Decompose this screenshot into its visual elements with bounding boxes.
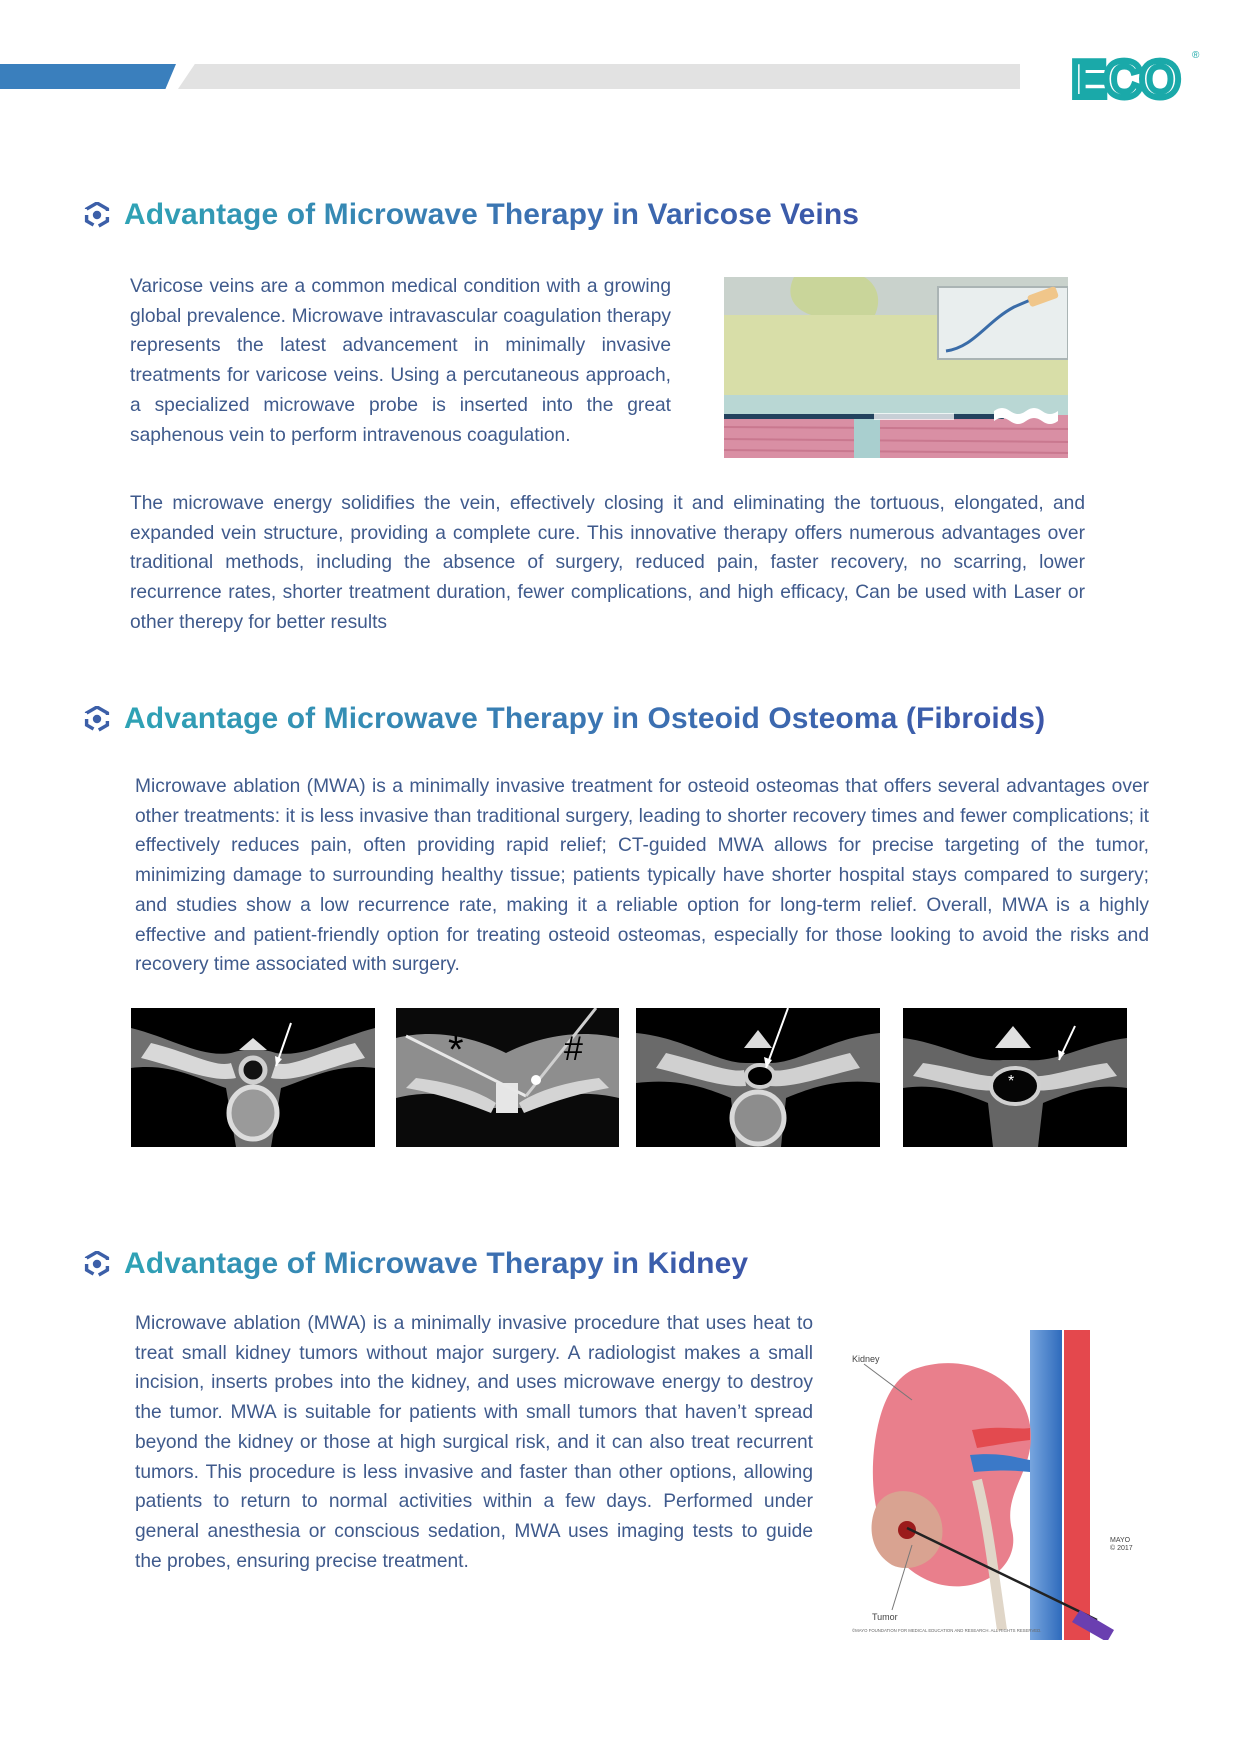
section-title: Advantage of Microwave Therapy in Varicose Veins xyxy=(124,198,860,231)
varicose-paragraph-2: The microwave energy solidifies the vein, effectively closing it and eliminating the tortuous, elongated, and expanded vein structure, providing a complete cure. This innovative therapy offers numerous advantages over traditional methods, including the absence of surgery, reduced pain, faster recovery, no scarring, lower recurrence rates, shorter treatment duration, fewer complications, and high efficacy, Can be used with Laser or other therepy for better results xyxy=(130,493,1085,633)
ct-scan-image-2 xyxy=(396,1008,619,1147)
figure-footer-credit: ©MAYO FOUNDATION FOR MEDICAL EDUCATION AND RESEARCH. ALL RIGHTS RESERVED. xyxy=(852,1628,1042,1633)
tumor-label: Tumor xyxy=(872,1612,898,1622)
eco-logo-text: ECO xyxy=(1071,54,1179,104)
section-title: Advantage of Microwave Therapy in Kidney xyxy=(124,1247,749,1280)
kidney-label: Kidney xyxy=(852,1354,880,1364)
header-grey-bar xyxy=(178,64,1020,89)
varicose-vein-illustration xyxy=(724,277,1068,458)
bullet-icon xyxy=(84,1251,110,1277)
varicose-paragraph-1: Varicose veins are a common medical condition with a growing global prevalence. Microwave intravascular coagulation therapy represents the latest advancement in minimally invasive treatments for varicose veins. Using a percutaneous approach, a specialized microwave probe is inserted into the great saphenous vein to perform intravenous coagulation. xyxy=(130,276,671,446)
svg-text:*: * xyxy=(1008,1073,1015,1090)
registered-mark: ® xyxy=(1192,50,1200,61)
kidney-paragraph: Microwave ablation (MWA) is a minimally invasive procedure that uses heat to treat small kidney tumors without major surgery. A radiologist makes a small incision, inserts probes into the kidney, and uses microwave energy to destroy the tumor. MWA is suitable for patients with small tumors that haven’t spread beyond the kidney or those at high surgical risk, and it can also treat recurrent tumors. This procedure is less invasive and faster than other options, allowing patients to return to normal activities within a few days. Performed under general anesthesia or conscious sedation, MWA uses imaging tests to guide the probes, ensuring precise treatment. xyxy=(135,1313,813,1572)
ct-scan-image-4 xyxy=(903,1008,1127,1147)
bullet-icon xyxy=(84,202,110,228)
section-heading-varicose xyxy=(84,198,859,232)
osteoid-paragraph: Microwave ablation (MWA) is a minimally invasive treatment for osteoid osteomas that offers several advantages over other treatments: it is less invasive than traditional surgery, leading to shorter recovery times and fewer complications; it effectively reduces pain, often providing rapid relief; CT-guided MWA allows for precise targeting of the tumor, minimizing damage to surrounding healthy tissue; patients typically have shorter hospital stays compared to surgery; and studies show a low recurrence rate, making it a reliable option for long-term relief. Overall, MWA is a highly effective and patient-friendly option for treating osteoid osteomas, especially for those looking to avoid the risks and recovery time associated with surgery. xyxy=(135,776,1149,976)
section-heading-osteoid xyxy=(84,702,1045,736)
section-heading-kidney xyxy=(84,1247,748,1281)
eco-logo xyxy=(1050,54,1200,104)
kidney-illustration xyxy=(852,1330,1152,1640)
ct-scan-image-1 xyxy=(131,1008,375,1147)
section-title: Advantage of Microwave Therapy in Osteoid Osteoma (Fibroids) xyxy=(124,702,1046,735)
mayo-credit-year: © 2017 xyxy=(1110,1545,1133,1552)
ct-asterisk-mark: * xyxy=(448,1028,464,1072)
header-accent-bar xyxy=(0,64,176,89)
bullet-icon xyxy=(84,706,110,732)
ct-hash-mark: # xyxy=(564,1030,583,1068)
ct-scan-image-3 xyxy=(636,1008,880,1147)
mayo-credit: MAYO xyxy=(1110,1537,1131,1544)
